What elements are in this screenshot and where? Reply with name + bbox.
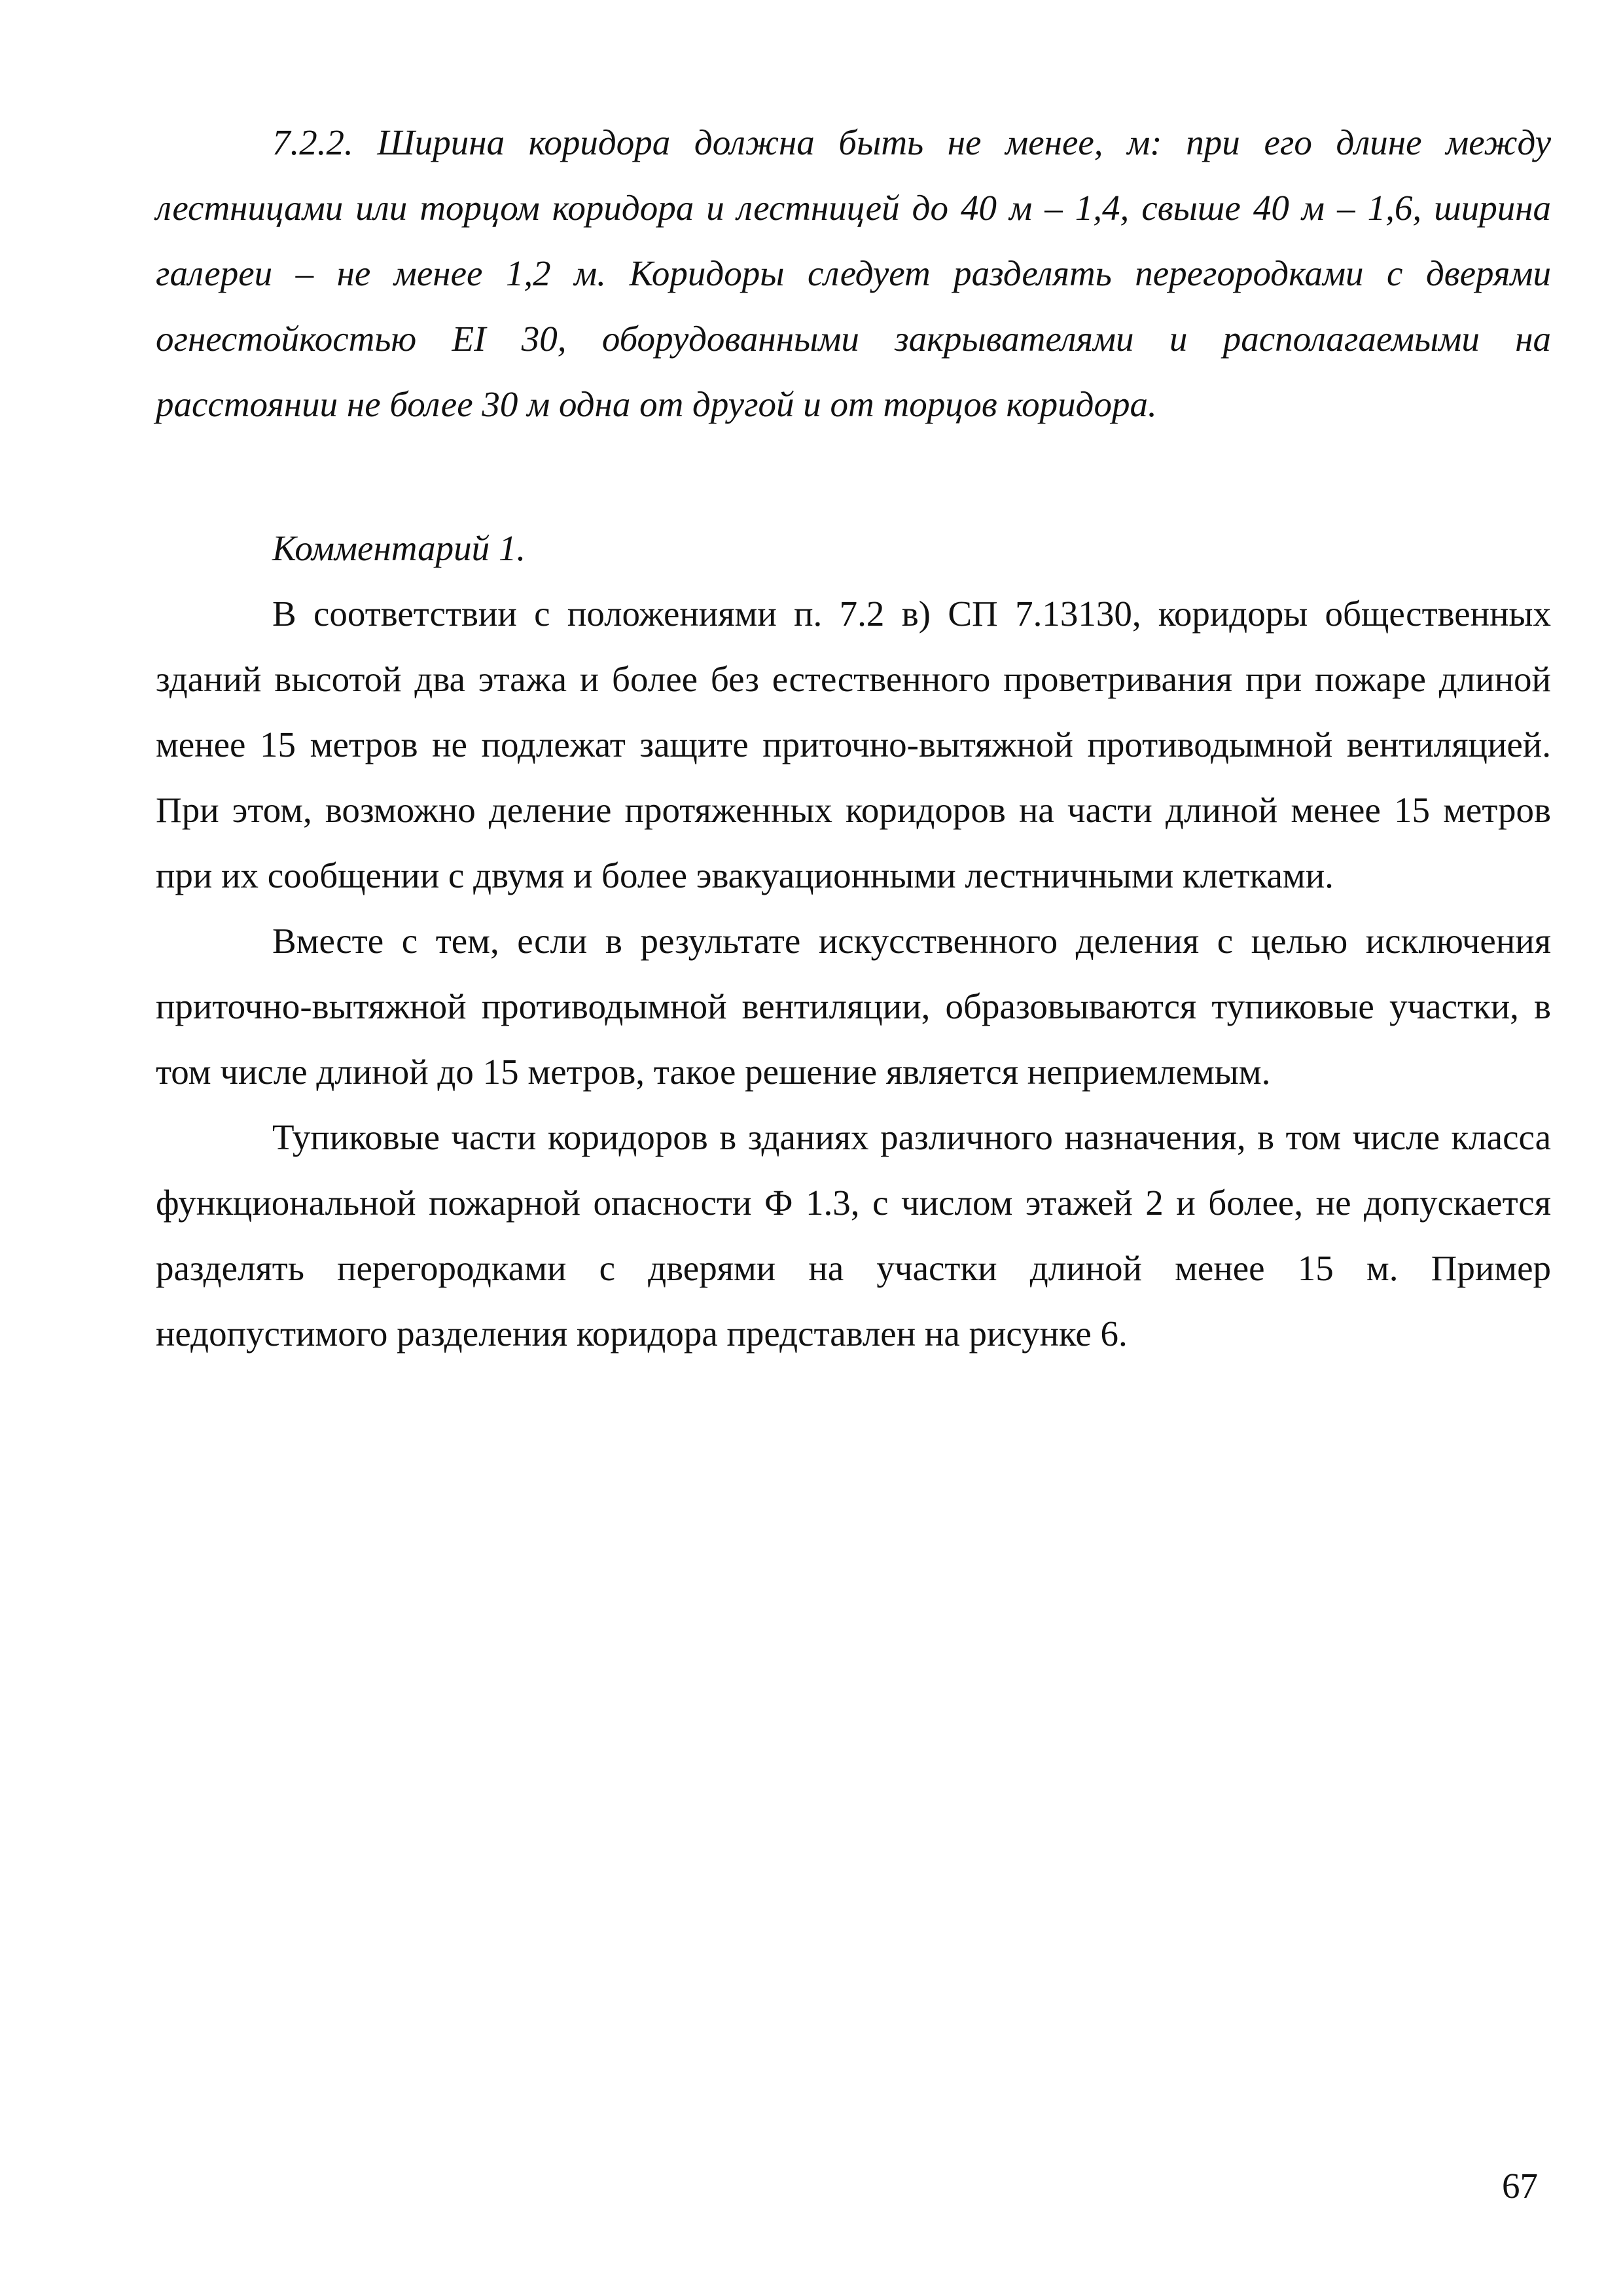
comment-paragraph-1: В соответствии с положениями п. 7.2 в) СП 7.13130, коридоры общественных зданий высотой два этажа и более без естественного проветривания при пожаре длиной менее 15 метров не подлежат защите приточно-вытяжной противодымной вентиляцией. При этом, возможно деление протяженных коридоров на части длиной менее 15 метров при их сообщении с двумя и более эвакуационными лестничными клетками. xyxy=(156,594,1551,895)
clause-7-2-2-text: 7.2.2. Ширина коридора должна быть не менее, м: при его длине между лестницами или торцом коридора и лестницей до 40 м – 1,4, свыше 40 м – 1,6, ширина галереи – не менее 1,2 м. Коридоры следует разделять перегородками с дверями огнестойкостью EI 30, оборудованными закрывателями и располагаемыми на расстоянии не более 30 м одна от другой и от торцов коридора. xyxy=(156,122,1551,424)
clause-block xyxy=(156,110,1551,437)
page-number: 67 xyxy=(1502,2166,1538,2206)
comment-heading: Комментарий 1. xyxy=(272,528,526,568)
comment-block xyxy=(156,516,1551,1367)
comment-paragraph-2: Вместе с тем, если в результате искусственного деления с целью исключения приточно-вытяжной противодымной вентиляции, образовываются тупиковые участки, в том числе длиной до 15 метров, такое решение является неприемлемым. xyxy=(156,921,1551,1092)
comment-paragraph-3: Тупиковые части коридоров в зданиях различного назначения, в том числе класса функциональной пожарной опасности Ф 1.3, с числом этажей 2 и более, не допускается разделять перегородками с дверями на участки длиной менее 15 м. Пример недопустимого разделения коридора представлен на рисунке 6. xyxy=(156,1117,1551,1354)
